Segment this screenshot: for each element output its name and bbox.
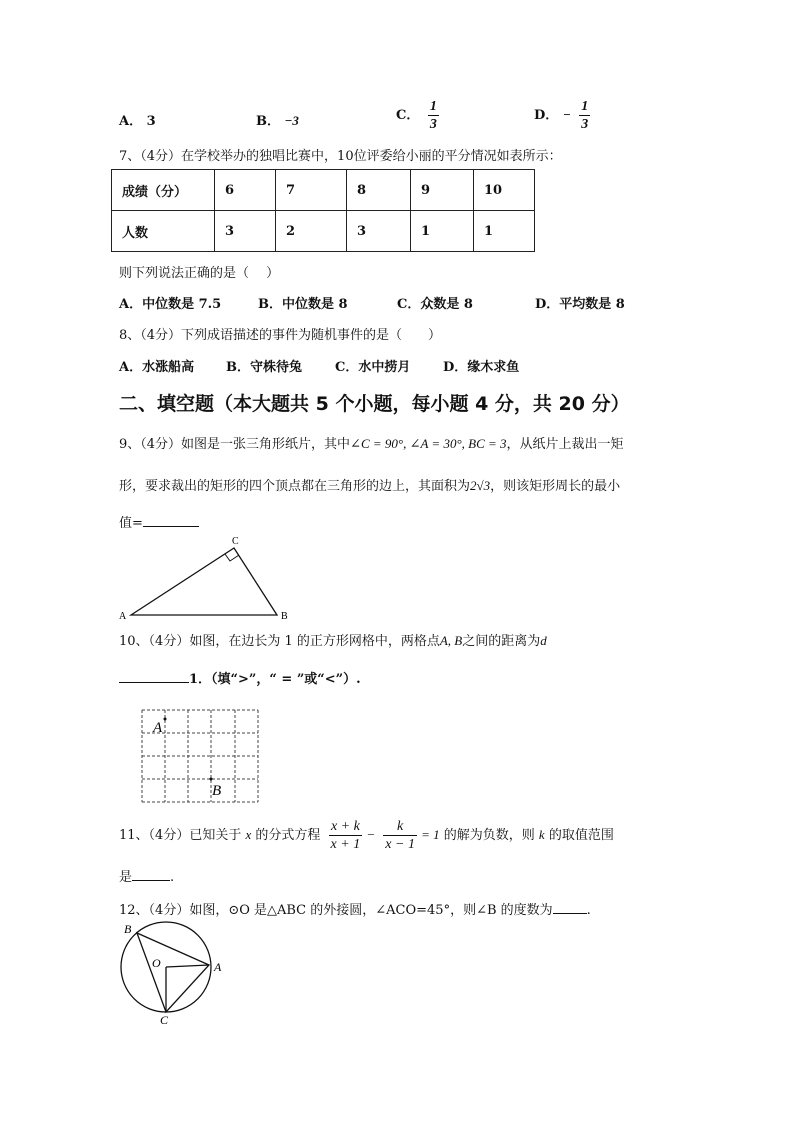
q7-stem: 7、（4分）在学校举办的独唱比赛中，10位评委给小丽的平分情况如表所示： <box>119 149 562 164</box>
q9-text-tail: ，从纸片上裁出一矩 <box>506 437 624 452</box>
label-a: A <box>119 611 127 621</box>
q9-math: 2√3 <box>470 478 491 493</box>
option-value: −3 <box>284 113 299 128</box>
q11-line-2 <box>119 866 174 885</box>
triangle-figure <box>115 533 300 621</box>
q8-option-d: D．缘木求鱼 <box>443 360 520 375</box>
q11-line-1 <box>119 818 614 853</box>
q11-var-k: k <box>538 827 545 842</box>
equals-one: = 1 <box>421 827 440 842</box>
q10-math: A, B <box>439 633 463 648</box>
option-fraction <box>579 98 590 133</box>
q8-stem: 8、（4分）下列成语描述的事件为随机事件的是（ ） <box>119 328 442 343</box>
q11-end: . <box>170 870 175 885</box>
q9-text: 9、（4分）如图是一张三角形纸片，其中 <box>119 437 351 452</box>
option-label: B． <box>256 114 280 129</box>
segment-oa <box>166 965 209 967</box>
label-b: B <box>124 922 132 936</box>
q7-option-c: C．众数是 8 <box>397 297 473 312</box>
q6-option-b <box>256 110 299 129</box>
fraction-denominator: x + 1 <box>330 837 361 852</box>
minus-sign: − <box>366 827 376 842</box>
q8-option-a: A．水涨船高 <box>119 360 195 375</box>
q10-text-mid: 之间的距离为 <box>462 634 541 649</box>
q11-var-x: x <box>245 827 252 842</box>
table-cell: 3 <box>215 211 276 252</box>
q7-option-d: D．平均数是 8 <box>535 297 625 312</box>
fraction-denominator: x − 1 <box>385 837 415 852</box>
q7-option-a: A．中位数是 7.5 <box>119 297 222 312</box>
q12-line <box>119 899 591 918</box>
q10-text-tail: 1．（填“>”，“ = ”或“<”）. <box>189 672 361 687</box>
q9-line-2 <box>119 475 620 494</box>
fraction-numerator: 1 <box>429 99 437 114</box>
table-cell: 7 <box>276 170 347 211</box>
q10-text: 10、（4分）如图，在边长为 1 的正方形网格中，两格点 <box>119 634 440 649</box>
table-cell: 8 <box>347 170 411 211</box>
label-c: C <box>232 536 239 547</box>
q7-option-b: B．中位数是 8 <box>258 297 348 312</box>
q9-line-3 <box>119 512 199 531</box>
q9-math: ∠C = 90°, ∠A = 30°, BC = 3 <box>350 436 507 451</box>
q6-option-c <box>396 98 439 133</box>
table-cell: 1 <box>411 211 474 252</box>
answer-blank[interactable] <box>132 868 170 881</box>
label-o: O <box>152 956 161 970</box>
q11-text: 是 <box>119 870 133 885</box>
table-row <box>112 211 535 252</box>
answer-blank[interactable] <box>553 901 587 914</box>
label-a: A <box>153 720 163 736</box>
grid-figure <box>140 708 262 805</box>
q10-line-1 <box>119 630 547 649</box>
label-c: C <box>160 1013 169 1026</box>
right-angle-mark <box>225 554 239 561</box>
fraction-denominator: 3 <box>581 117 589 132</box>
fraction-numerator: 1 <box>581 99 589 114</box>
option-label: D． <box>534 108 559 123</box>
circle-figure <box>116 920 234 1026</box>
table-cell: 成绩（分） <box>112 170 215 211</box>
option-label: A． <box>119 114 143 129</box>
table-cell: 1 <box>474 211 535 252</box>
q9-text-tail: ，则该矩形周长的最小 <box>490 479 621 494</box>
score-table <box>111 169 535 252</box>
q11-text: 的分式方程 <box>255 828 321 843</box>
option-label: C． <box>396 108 420 123</box>
answer-blank[interactable] <box>143 514 199 527</box>
label-b: B <box>281 611 288 621</box>
fraction-denominator: 3 <box>429 117 437 132</box>
q9-text: 值= <box>119 516 143 531</box>
q9-line-1 <box>119 433 624 452</box>
table-cell: 人数 <box>112 211 215 252</box>
table-cell: 3 <box>347 211 411 252</box>
table-row <box>112 170 535 211</box>
grid-point-b <box>210 778 213 781</box>
q11-text: 11、（4分）已知关于 <box>119 828 242 843</box>
q11-text: 的取值范围 <box>548 828 614 843</box>
triangle-abc <box>137 933 209 1012</box>
q8-option-b: B．守株待兔 <box>226 360 302 375</box>
option-sign: − <box>562 107 571 122</box>
q7-prompt: 则下列说法正确的是（ ） <box>119 266 280 281</box>
table-cell: 6 <box>215 170 276 211</box>
q9-text: 形，要求裁出的矩形的四个顶点都在三角形的边上，其面积为 <box>119 479 471 494</box>
q10-var: d <box>540 633 547 648</box>
fraction-2 <box>383 818 417 853</box>
q12-end: . <box>586 903 591 918</box>
q11-text: 的解为负数，则 <box>443 828 535 843</box>
q10-line-2 <box>119 668 361 687</box>
q8-option-c: C．水中捞月 <box>335 360 411 375</box>
table-cell: 10 <box>474 170 535 211</box>
q6-option-a <box>119 110 156 129</box>
q12-text: 12、（4分）如图，⊙O 是△ABC 的外接圆，∠ACO=45°，则∠B 的度数为 <box>119 903 553 918</box>
section-title: 二、填空题（本大题共 5 个小题，每小题 4 分，共 20 分） <box>119 393 630 415</box>
triangle-shape <box>131 548 277 615</box>
table-cell: 9 <box>411 170 474 211</box>
fraction-numerator: k <box>383 818 417 836</box>
fraction-numerator: x + k <box>329 818 363 836</box>
grid-point-a <box>164 718 167 721</box>
option-fraction <box>428 98 439 133</box>
fraction-1 <box>329 818 363 853</box>
table-cell: 2 <box>276 211 347 252</box>
label-a: A <box>214 960 222 974</box>
label-b: B <box>212 783 222 799</box>
option-value: 3 <box>146 114 156 129</box>
answer-blank[interactable] <box>119 670 189 683</box>
q6-option-d <box>534 98 590 133</box>
